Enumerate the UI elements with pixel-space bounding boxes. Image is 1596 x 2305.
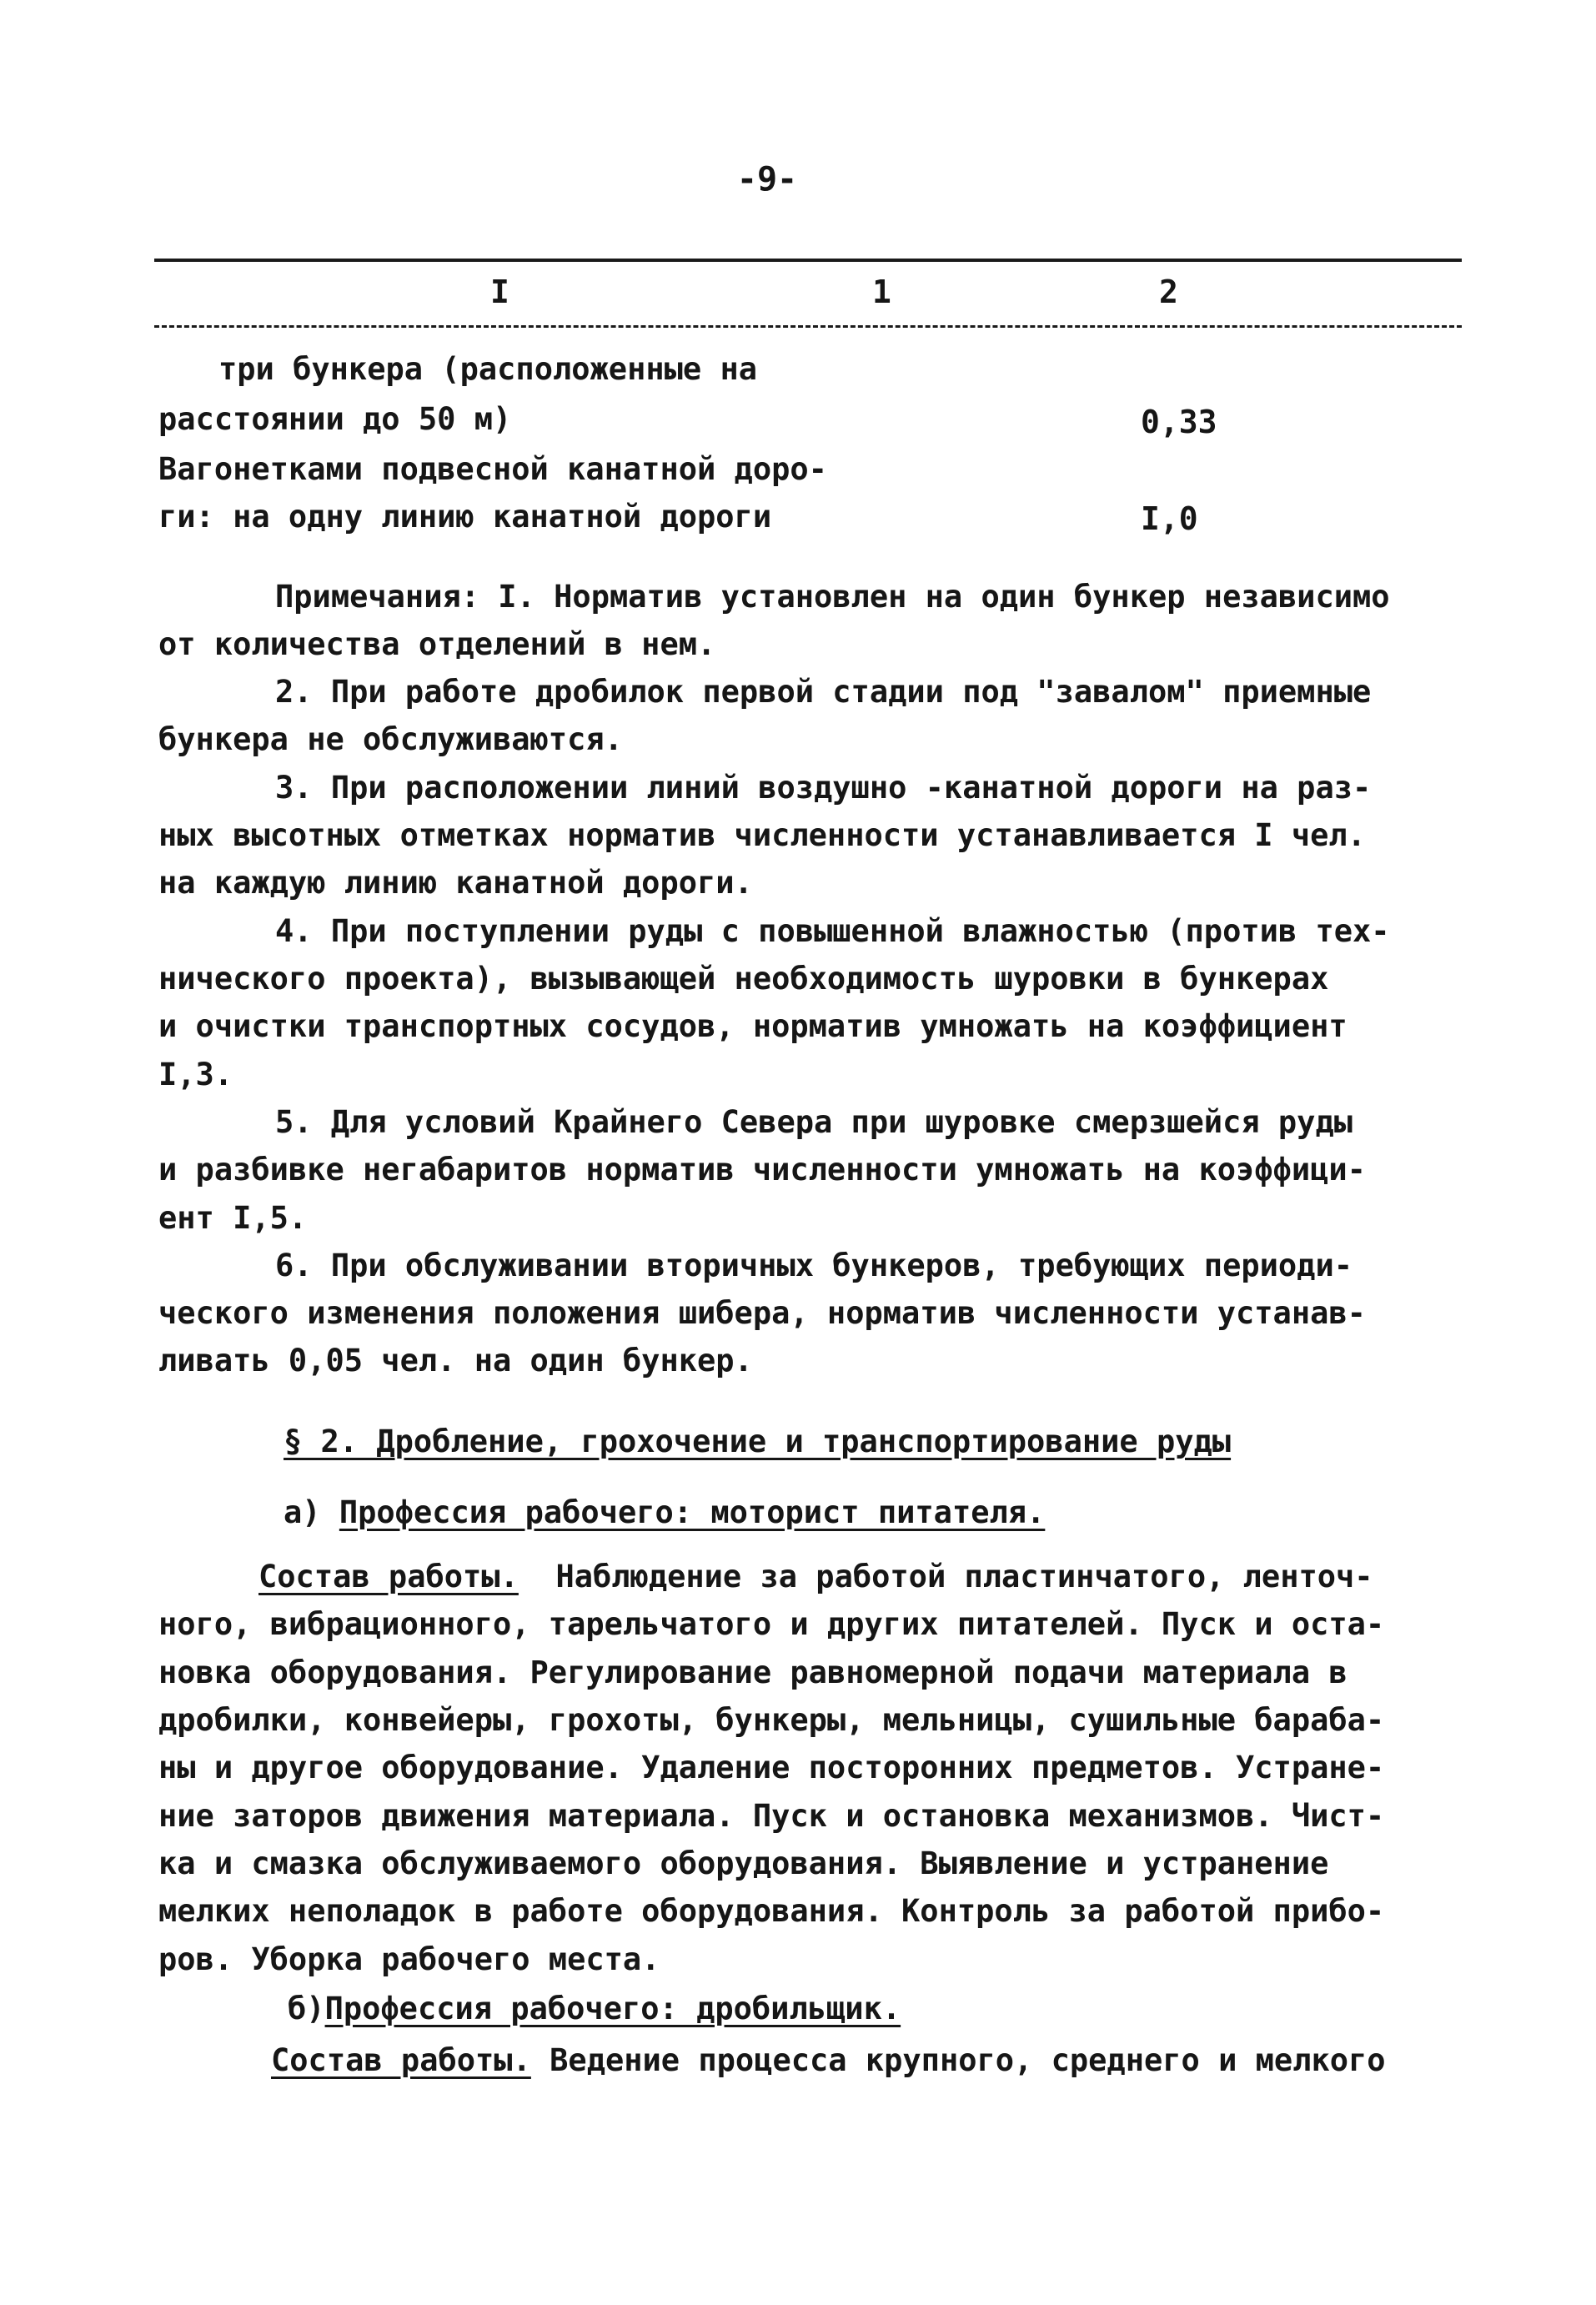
subsection-b-title: Профессия рабочего: дробильщик. [324,1991,901,2026]
note-line: ент I,5. [158,1200,308,1236]
subsection-a [284,1494,1046,1530]
column-header-2: 1 [872,274,891,310]
column-header-1: I [490,274,509,310]
table-row-text: три бункера (расположенные на [218,351,758,387]
table-row-value: 0,33 [1141,404,1217,440]
table-row-value: I,0 [1141,500,1198,537]
page-number: -9- [736,160,798,198]
note-line: 4. При поступлении руды с повышенной влажностью (против тех- [275,913,1390,949]
table-header-rule [154,325,1462,328]
work-a-first-line [258,1561,1373,1592]
column-header-3: 2 [1159,274,1178,310]
work-a-line: дробилки, конвейеры, грохоты, бункеры, мельницы, сушильные бараба- [158,1702,1385,1738]
note-line: и разбивке негабаритов норматив численности умножать на коэффици- [158,1152,1366,1188]
note-line: ливать 0,05 чел. на один бункер. [158,1343,753,1378]
note-line: I,3. [158,1057,233,1092]
work-b-first-line [271,2042,1386,2078]
table-top-rule [154,259,1462,262]
work-a-text: Наблюдение за работой пластинчатого, ленточ- [555,1559,1373,1594]
section-heading: § 2. Дробление, грохочение и транспортирование руды [284,1424,1232,1459]
work-a-line: мелких неполадок в работе оборудования. Контроль за работой прибо- [158,1893,1385,1929]
work-a-label: Состав работы. [258,1559,519,1594]
note-line: Примечания: I. Норматив установлен на один бункер независимо [275,579,1390,615]
table-row-text: Вагонетками подвесной канатной доро- [158,451,827,487]
subsection-b-prefix: б) [288,1991,325,2026]
subsection-a-title: Профессия рабочего: моторист питателя. [339,1494,1046,1530]
work-b-label: Состав работы. [271,2042,531,2078]
subsection-b [288,1993,901,2024]
work-a-line: новка оборудования. Регулирование равномерной подачи материала в [158,1655,1348,1690]
work-a-line: ка и смазка обслуживаемого оборудования. Выявление и устранение [158,1846,1329,1881]
note-line: и очистки транспортных сосудов, норматив умножать на коэффициент [158,1008,1348,1044]
work-b-text: Ведение процесса крупного, среднего и мелкого [550,2042,1386,2078]
work-a-line: ного, вибрационного, тарельчатого и других питателей. Пуск и оста- [158,1606,1385,1642]
note-line: на каждую линию канатной дороги. [158,865,753,901]
note-line: 6. При обслуживании вторичных бункеров, требующих периоди- [275,1248,1353,1283]
subsection-a-prefix: а) [284,1494,321,1530]
table-row-text: расстоянии до 50 м) [158,401,512,437]
note-line: ных высотных отметках норматив численности устанавливается I чел. [158,817,1366,853]
work-a-line: ны и другое оборудование. Удаление посторонних предметов. Устране- [158,1750,1385,1785]
note-line: бункера не обслуживаются. [158,721,623,757]
note-line: 3. При расположении линий воздушно -канатной дороги на раз- [275,770,1372,806]
work-a-line: ние заторов движения материала. Пуск и остановка механизмов. Чист- [158,1798,1385,1834]
work-a-line: ров. Уборка рабочего места. [158,1941,660,1977]
note-line: нического проекта), вызывающей необходимость шуровки в бункерах [158,961,1329,997]
note-line: 2. При работе дробилок первой стадии под "завалом" приемные [275,674,1372,710]
note-line: от количества отделений в нем. [158,626,716,662]
note-line: 5. Для условий Крайнего Севера при шуровке смерзшейся руды [275,1104,1353,1140]
table-row-text: ги: на одну линию канатной дороги [158,499,772,535]
note-line: ческого изменения положения шибера, норматив численности устанав- [158,1295,1366,1331]
